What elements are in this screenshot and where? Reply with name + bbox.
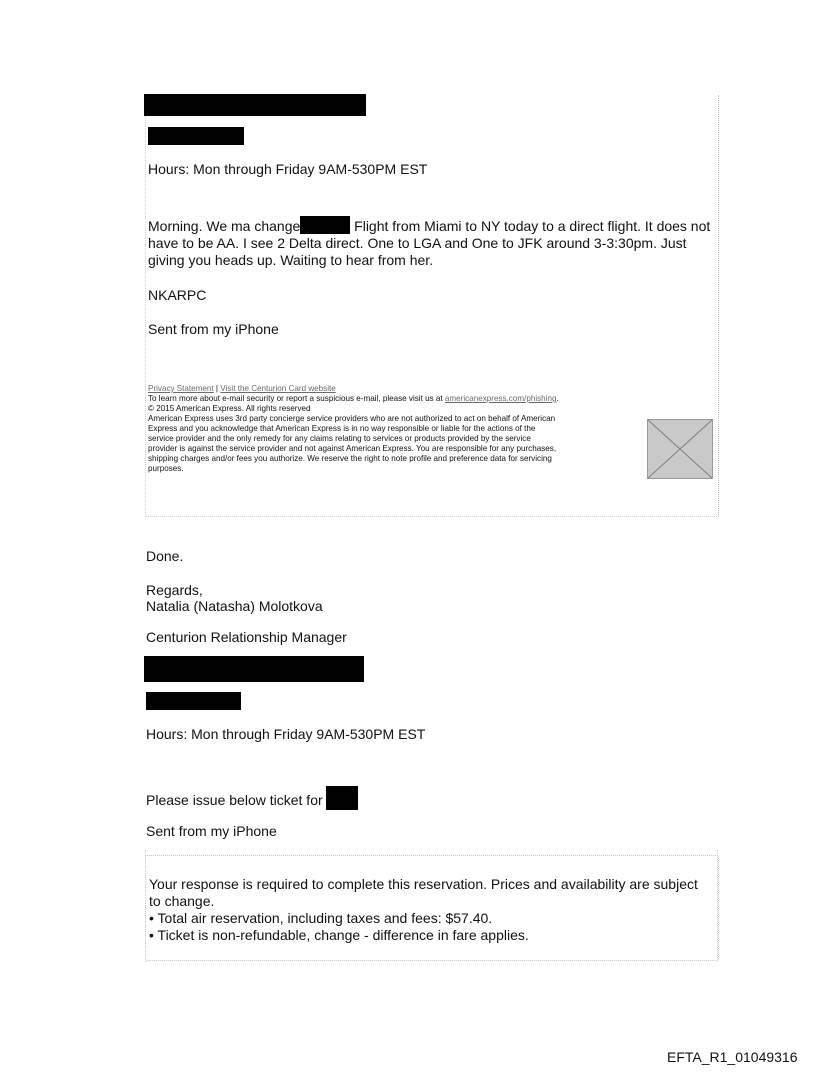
redaction-bar — [148, 127, 244, 145]
legal-footer — [148, 384, 646, 474]
reservation-line-2: to change. — [149, 893, 215, 909]
done-text: Done. — [146, 548, 184, 564]
sender-title: Centurion Relationship Manager — [146, 629, 347, 645]
link-separator: | — [213, 384, 221, 393]
phishing-link[interactable]: americanexpress.com/phishing — [444, 394, 557, 403]
period: . — [556, 394, 559, 403]
document-id: EFTA_R1_01049316 — [667, 1049, 798, 1065]
privacy-statement-link[interactable]: Privacy Statement — [148, 384, 214, 393]
hours-text: Hours: Mon through Friday 9AM-530PM EST — [146, 726, 426, 742]
centurion-website-link[interactable]: Visit the Centurion Card website — [220, 384, 336, 393]
disclaimer-line: provider is against the service provider and not against American Express. You are responsible for any purchases, — [148, 444, 557, 453]
issue-ticket-text — [146, 786, 358, 810]
hours-text: Hours: Mon through Friday 9AM-530PM EST — [148, 161, 428, 177]
disclaimer-line: shipping charges and/or fees you authorize. We reserve the right to note profile and preference data for servicing — [148, 454, 552, 463]
message-part-2: Flight from Miami to NY today to a direct flight. It does not — [350, 218, 711, 234]
sender-name: Natalia (Natasha) Molotkova — [146, 598, 323, 614]
reservation-line-1: Your response is required to complete this reservation. Prices and availability are subject — [149, 876, 698, 892]
redaction-inline — [300, 216, 350, 234]
regards-text: Regards, — [146, 582, 203, 598]
email-message — [148, 216, 716, 269]
sent-from-text: Sent from my iPhone — [146, 823, 277, 839]
security-text: To learn more about e-mail security or report a suspicious e-mail, please visit us at — [148, 394, 445, 403]
redaction-bar — [146, 692, 241, 710]
message-part-1: Morning. We ma change — [148, 218, 301, 234]
copyright-text: © 2015 American Express. All rights reserved — [148, 404, 311, 413]
redaction-inline — [326, 786, 358, 810]
reservation-bullet: • Ticket is non-refundable, change - difference in fare applies. — [149, 927, 529, 943]
reservation-content — [149, 876, 715, 944]
sent-from-text: Sent from my iPhone — [148, 321, 279, 337]
disclaimer-line: purposes. — [148, 464, 184, 473]
disclaimer-line: American Express uses 3rd party concierge service providers who are not authorized to act on behalf of American — [148, 414, 556, 423]
redaction-bar — [144, 94, 366, 116]
sender-code: NKARPC — [148, 287, 207, 303]
reservation-box — [145, 855, 719, 961]
message-line-2: have to be AA. I see 2 Delta direct. One to LGA and One to JFK around 3-3:30pm. Just — [148, 235, 687, 251]
message-line-3: giving you heads up. Waiting to hear from her. — [148, 252, 434, 268]
disclaimer-line: Express and you acknowledge that American Express is in no way responsible or liable for the actions of the — [148, 424, 536, 433]
disclaimer-line: service provider and the only remedy for any claims relating to services or products provided by the service — [148, 434, 531, 443]
reservation-bullet: • Total air reservation, including taxes and fees: $57.40. — [149, 910, 493, 926]
broken-image-icon — [647, 419, 713, 479]
issue-ticket-label: Please issue below ticket for — [146, 792, 323, 808]
redaction-bar — [144, 656, 364, 682]
